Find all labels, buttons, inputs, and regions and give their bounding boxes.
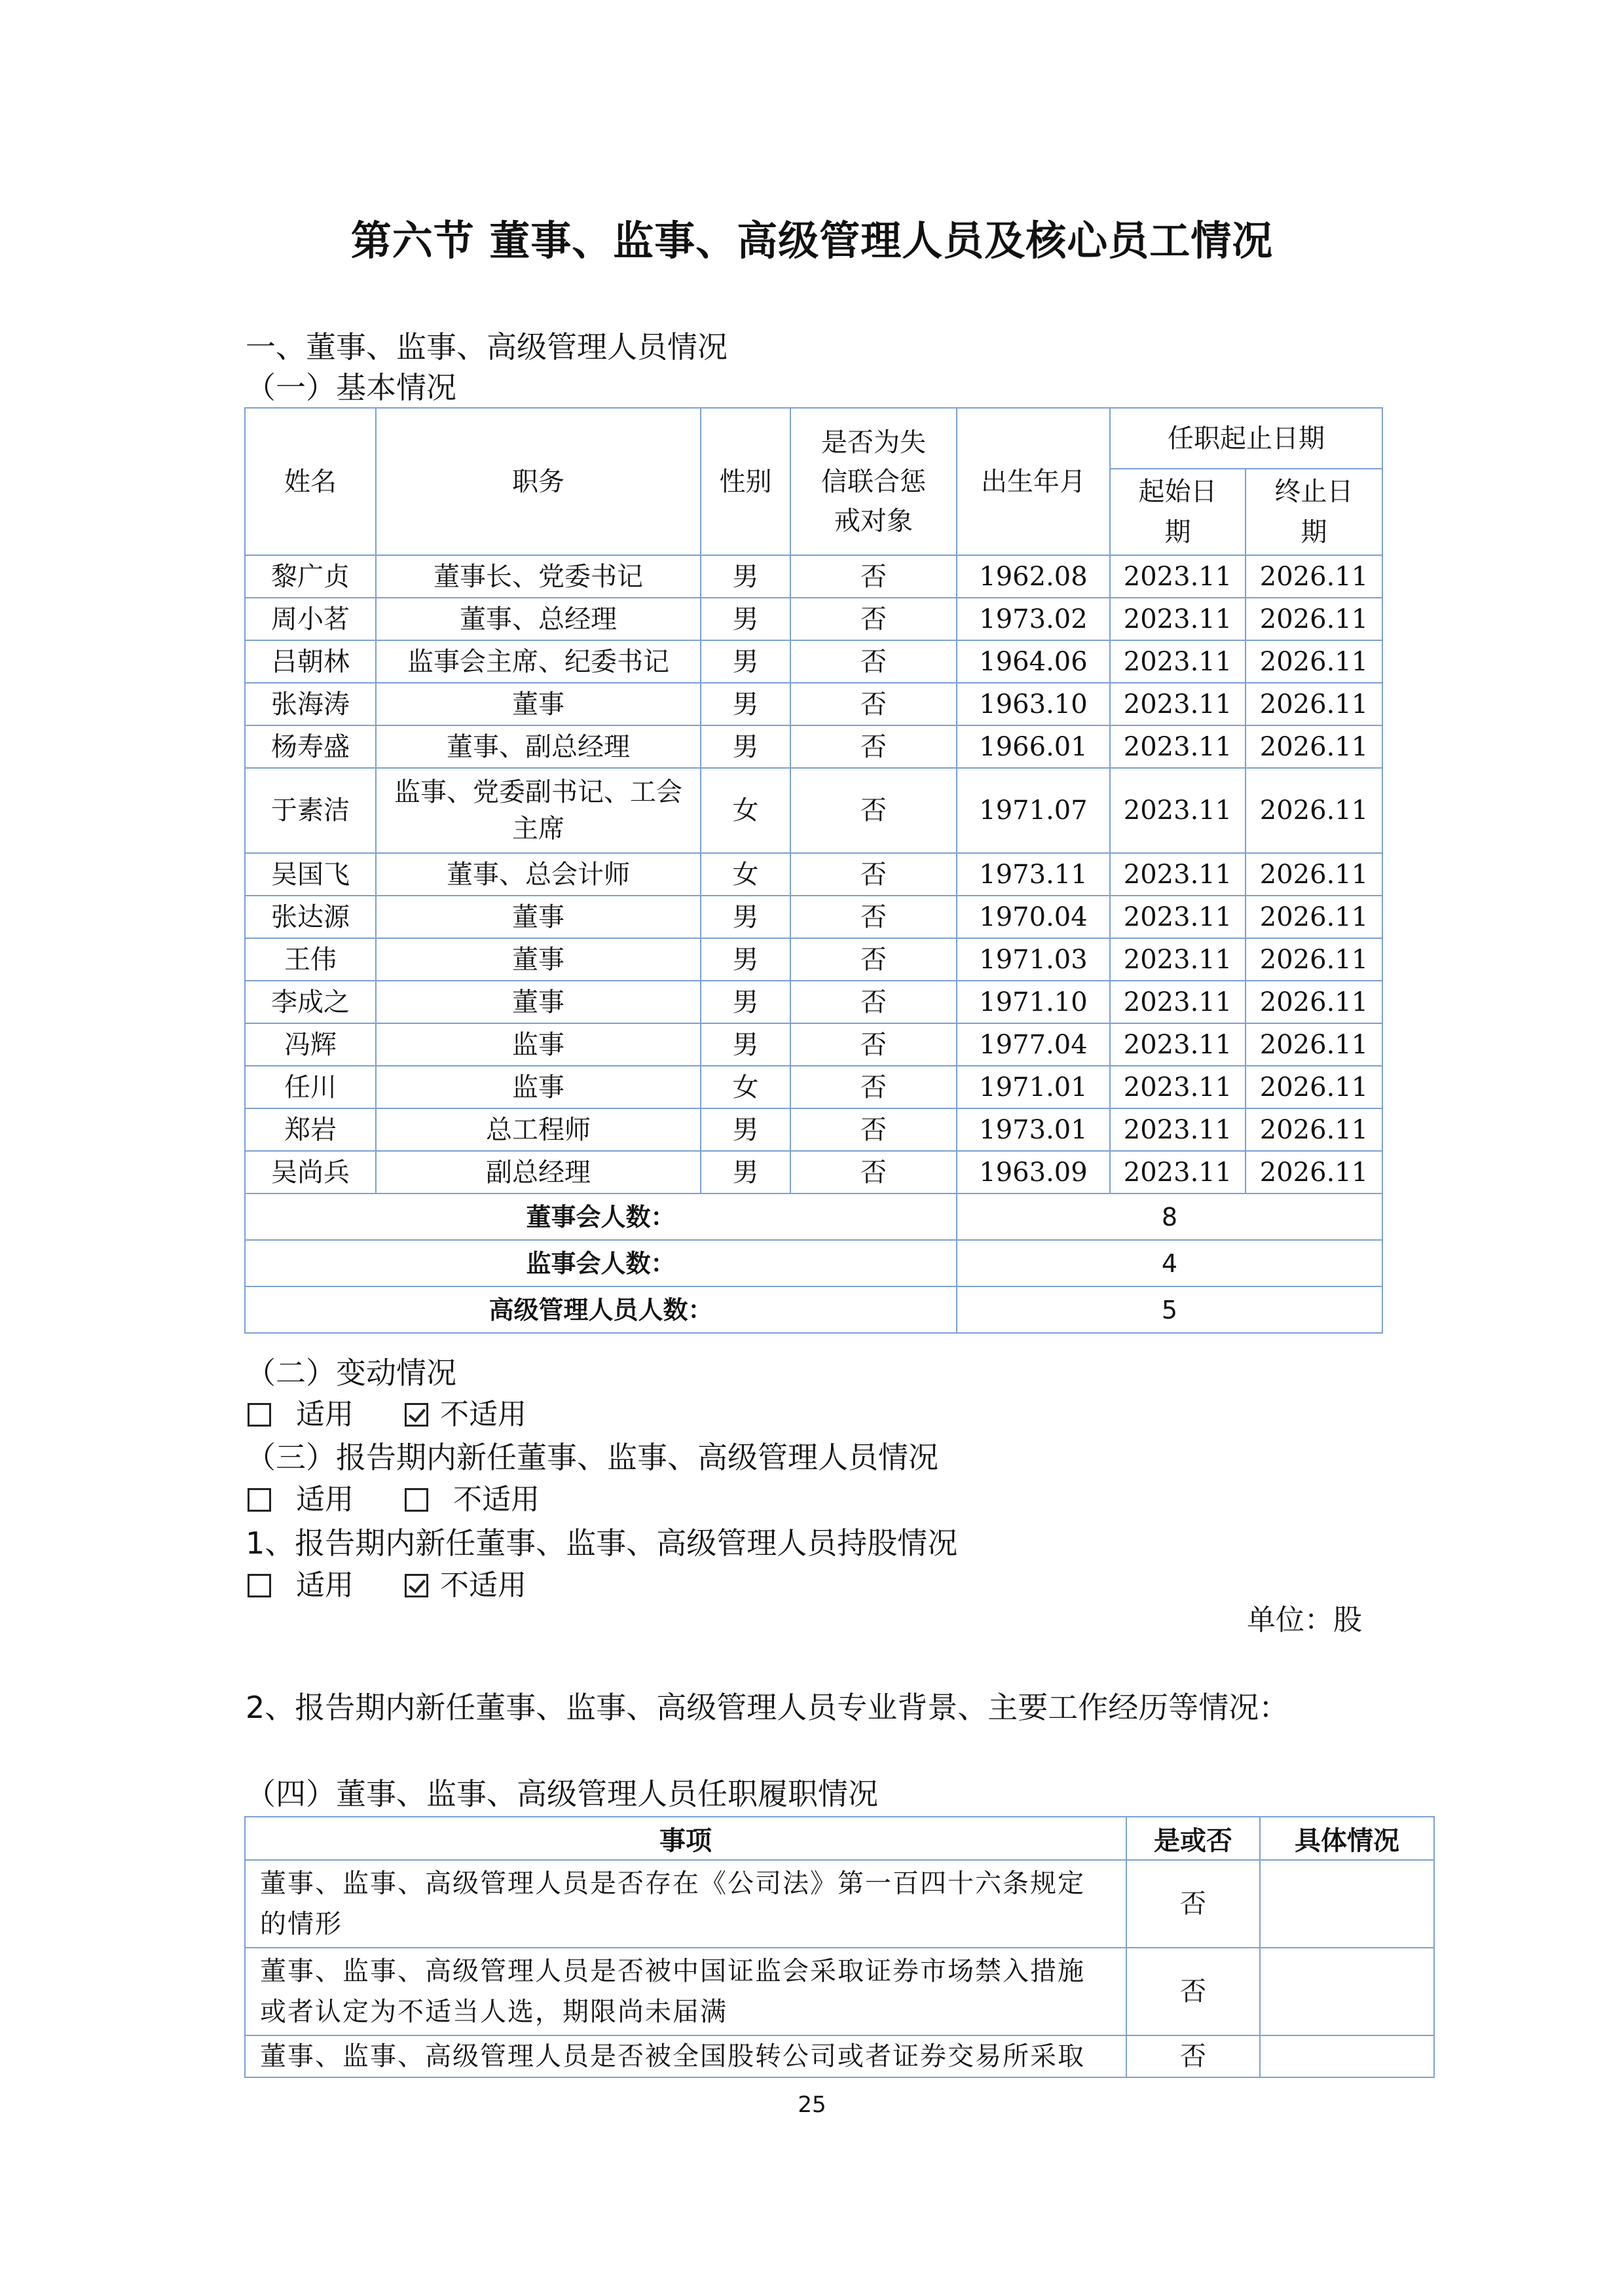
new-appoint-heading: （三）报告期内新任董事、监事、高级管理人员情况: [246, 1440, 938, 1475]
shareholding-options: [248, 1566, 526, 1605]
cell-position: 监事会主席、纪委书记: [376, 640, 701, 683]
cell-dishonest: 否: [790, 1151, 957, 1194]
duty-yesno: 否: [1126, 1948, 1260, 2035]
cell-position: 监事: [376, 1066, 701, 1108]
duty-detail: [1260, 1948, 1434, 2035]
cell-birth: 1970.04: [957, 896, 1110, 938]
cell-dishonest: 否: [790, 1066, 957, 1108]
header-start: 起始日期: [1110, 469, 1246, 555]
not-applicable-label: 不适用: [440, 1398, 526, 1431]
cell-start: 2023.11: [1110, 981, 1246, 1023]
header-gender: 性别: [701, 408, 790, 555]
cell-name: 冯辉: [245, 1023, 376, 1066]
cell-start: 2023.11: [1110, 1066, 1246, 1108]
cell-gender: 男: [701, 981, 790, 1023]
cell-birth: 1973.01: [957, 1108, 1110, 1151]
applicable-label: 适用: [296, 1569, 354, 1602]
applicable-label: 适用: [296, 1483, 354, 1516]
cell-name: 吕朝林: [245, 640, 376, 683]
header-dishonest: 是否为失信联合惩戒对象: [790, 408, 957, 555]
table-row: [245, 1108, 1382, 1151]
cell-birth: 1977.04: [957, 1023, 1110, 1066]
cell-dishonest: 否: [790, 683, 957, 725]
cell-end: 2026.11: [1246, 896, 1382, 938]
shareholding-heading: 1、报告期内新任董事、监事、高级管理人员持股情况: [246, 1525, 958, 1561]
section-heading-1: 一、董事、监事、高级管理人员情况: [246, 329, 728, 365]
cell-start: 2023.11: [1110, 683, 1246, 725]
cell-end: 2026.11: [1246, 1066, 1382, 1108]
header-name: 姓名: [245, 408, 376, 555]
cell-dishonest: 否: [790, 1108, 957, 1151]
cell-birth: 1962.08: [957, 555, 1110, 598]
count-value: 5: [957, 1286, 1382, 1333]
cell-start: 2023.11: [1110, 555, 1246, 598]
changes-heading: （二）变动情况: [246, 1355, 456, 1391]
cell-gender: 男: [701, 1023, 790, 1066]
cell-name: 杨寿盛: [245, 725, 376, 768]
not-applicable-label: 不适用: [453, 1483, 540, 1516]
cell-end: 2026.11: [1246, 1108, 1382, 1151]
header-position: 职务: [376, 408, 701, 555]
cell-gender: 男: [701, 1108, 790, 1151]
cell-start: 2023.11: [1110, 725, 1246, 768]
cell-start: 2023.11: [1110, 938, 1246, 981]
cell-birth: 1973.02: [957, 598, 1110, 640]
cell-gender: 男: [701, 896, 790, 938]
cell-dishonest: 否: [790, 555, 957, 598]
cell-gender: 女: [701, 1066, 790, 1108]
header-birth: 出生年月: [957, 408, 1110, 555]
duty-item: [245, 1860, 1126, 1948]
background-heading: 2、报告期内新任董事、监事、高级管理人员专业背景、主要工作经历等情况：: [246, 1690, 1289, 1725]
cell-name: 李成之: [245, 981, 376, 1023]
cell-birth: 1963.10: [957, 683, 1110, 725]
cell-name: 郑岩: [245, 1108, 376, 1151]
cell-position: 副总经理: [376, 1151, 701, 1194]
applicable-checkbox[interactable]: [248, 1574, 271, 1597]
cell-end: 2026.11: [1246, 1151, 1382, 1194]
header-end: 终止日期: [1246, 469, 1382, 555]
cell-gender: 男: [701, 938, 790, 981]
cell-dishonest: 否: [790, 725, 957, 768]
cell-name: 张达源: [245, 896, 376, 938]
cell-name: 王伟: [245, 938, 376, 981]
duty-yesno: 否: [1126, 2035, 1260, 2077]
table-row: [245, 1151, 1382, 1194]
cell-dishonest: 否: [790, 853, 957, 896]
cell-position: 总工程师: [376, 1108, 701, 1151]
cell-end: 2026.11: [1246, 683, 1382, 725]
cell-birth: 1964.06: [957, 640, 1110, 683]
cell-gender: 男: [701, 598, 790, 640]
duty-heading: （四）董事、监事、高级管理人员任职履职情况: [246, 1776, 878, 1812]
table-row: [245, 640, 1382, 683]
changes-options: [248, 1395, 526, 1434]
table-row: [245, 1023, 1382, 1066]
cell-start: 2023.11: [1110, 598, 1246, 640]
table-row: [245, 981, 1382, 1023]
count-label: 董事会人数：: [245, 1194, 957, 1240]
cell-birth: 1966.01: [957, 725, 1110, 768]
duty-detail: [1260, 1860, 1434, 1948]
cell-start: 2023.11: [1110, 896, 1246, 938]
cell-position: 董事: [376, 981, 701, 1023]
table-row: [245, 683, 1382, 725]
cell-birth: 1973.11: [957, 853, 1110, 896]
cell-position: 监事: [376, 1023, 701, 1066]
count-row-executive: [245, 1286, 1382, 1333]
duty-item-line1: 董事、监事、高级管理人员是否被全国股转公司或者证券交易所采取: [260, 2041, 1085, 2071]
cell-position: 董事、总经理: [376, 598, 701, 640]
cell-dishonest: 否: [790, 896, 957, 938]
not-applicable-checkbox[interactable]: [405, 1574, 428, 1597]
cell-dishonest: 否: [790, 598, 957, 640]
duty-header-yesno: 是或否: [1126, 1817, 1260, 1860]
page-number: 25: [798, 2092, 826, 2118]
cell-end: 2026.11: [1246, 640, 1382, 683]
cell-start: 2023.11: [1110, 640, 1246, 683]
not-applicable-checkbox[interactable]: [405, 1403, 428, 1427]
cell-end: 2026.11: [1246, 981, 1382, 1023]
applicable-checkbox[interactable]: [248, 1403, 271, 1427]
cell-start: 2023.11: [1110, 1151, 1246, 1194]
cell-birth: 1963.09: [957, 1151, 1110, 1194]
subsection-basic-heading: （一）基本情况: [246, 370, 456, 405]
cell-birth: 1971.01: [957, 1066, 1110, 1108]
cell-end: 2026.11: [1246, 1023, 1382, 1066]
cell-start: 2023.11: [1110, 768, 1246, 853]
cell-gender: 女: [701, 853, 790, 896]
cell-gender: 男: [701, 1151, 790, 1194]
count-value: 8: [957, 1194, 1382, 1240]
unit-label: 单位：股: [1247, 1603, 1362, 1637]
cell-end: 2026.11: [1246, 938, 1382, 981]
cell-birth: 1971.10: [957, 981, 1110, 1023]
applicable-checkbox[interactable]: [248, 1488, 271, 1512]
cell-dishonest: 否: [790, 1023, 957, 1066]
cell-gender: 男: [701, 555, 790, 598]
table-row: [245, 1066, 1382, 1108]
cell-start: 2023.11: [1110, 1023, 1246, 1066]
cell-end: 2026.11: [1246, 725, 1382, 768]
cell-start: 2023.11: [1110, 853, 1246, 896]
cell-position: 董事: [376, 938, 701, 981]
cell-position: 董事、总会计师: [376, 853, 701, 896]
duty-item-line2: 的情形: [260, 1909, 342, 1939]
cell-end: 2026.11: [1246, 598, 1382, 640]
applicable-label: 适用: [296, 1398, 354, 1431]
new-appoint-options: [248, 1480, 540, 1520]
cell-name: 周小茗: [245, 598, 376, 640]
duty-item-line1: 董事、监事、高级管理人员是否被中国证监会采取证券市场禁入措施: [260, 1956, 1085, 1986]
count-row-supervisor: [245, 1240, 1382, 1286]
basic-info-table: [244, 407, 1383, 1334]
cell-end: 2026.11: [1246, 768, 1382, 853]
cell-position: 董事: [376, 683, 701, 725]
table-row: [245, 853, 1382, 896]
table-row: [245, 598, 1382, 640]
cell-name: 黎广贞: [245, 555, 376, 598]
table-row: [245, 938, 1382, 981]
cell-name: 张海涛: [245, 683, 376, 725]
table-row: [245, 2035, 1434, 2077]
table-row: [245, 896, 1382, 938]
duty-item-line1: 董事、监事、高级管理人员是否存在《公司法》第一百四十六条规定: [260, 1868, 1085, 1899]
duty-header-detail: 具体情况: [1260, 1817, 1434, 1860]
duty-item-line2: 或者认定为不适当人选，期限尚未届满: [260, 1997, 728, 2027]
table-row: [245, 768, 1382, 853]
cell-name: 吴尚兵: [245, 1151, 376, 1194]
cell-name: 于素洁: [245, 768, 376, 853]
cell-start: 2023.11: [1110, 1108, 1246, 1151]
cell-dishonest: 否: [790, 768, 957, 853]
cell-dishonest: 否: [790, 938, 957, 981]
count-row-board: [245, 1194, 1382, 1240]
cell-gender: 男: [701, 683, 790, 725]
duty-table: [244, 1816, 1435, 2078]
count-value: 4: [957, 1240, 1382, 1286]
cell-end: 2026.11: [1246, 853, 1382, 896]
count-label: 监事会人数：: [245, 1240, 957, 1286]
table-row: [245, 725, 1382, 768]
duty-detail: [1260, 2035, 1434, 2077]
not-applicable-label: 不适用: [440, 1569, 526, 1602]
cell-name: 任川: [245, 1066, 376, 1108]
duty-item: [245, 2035, 1126, 2077]
cell-position: 监事、党委副书记、工会主席: [376, 768, 701, 853]
cell-gender: 男: [701, 725, 790, 768]
cell-birth: 1971.07: [957, 768, 1110, 853]
cell-position: 董事: [376, 896, 701, 938]
duty-yesno: 否: [1126, 1860, 1260, 1948]
header-term: 任职起止日期: [1110, 408, 1382, 469]
cell-name: 吴国飞: [245, 853, 376, 896]
table-row: [245, 555, 1382, 598]
table-row: [245, 1860, 1434, 1948]
count-label: 高级管理人员人数：: [245, 1286, 957, 1333]
cell-birth: 1971.03: [957, 938, 1110, 981]
duty-header-item: 事项: [245, 1817, 1126, 1860]
cell-gender: 男: [701, 640, 790, 683]
cell-end: 2026.11: [1246, 555, 1382, 598]
cell-gender: 女: [701, 768, 790, 853]
not-applicable-checkbox[interactable]: [405, 1488, 428, 1512]
cell-dishonest: 否: [790, 981, 957, 1023]
cell-position: 董事、副总经理: [376, 725, 701, 768]
table-row: [245, 1948, 1434, 2035]
cell-position: 董事长、党委书记: [376, 555, 701, 598]
duty-item: [245, 1948, 1126, 2035]
page-title: 第六节 董事、监事、高级管理人员及核心员工情况: [350, 217, 1274, 264]
cell-dishonest: 否: [790, 640, 957, 683]
